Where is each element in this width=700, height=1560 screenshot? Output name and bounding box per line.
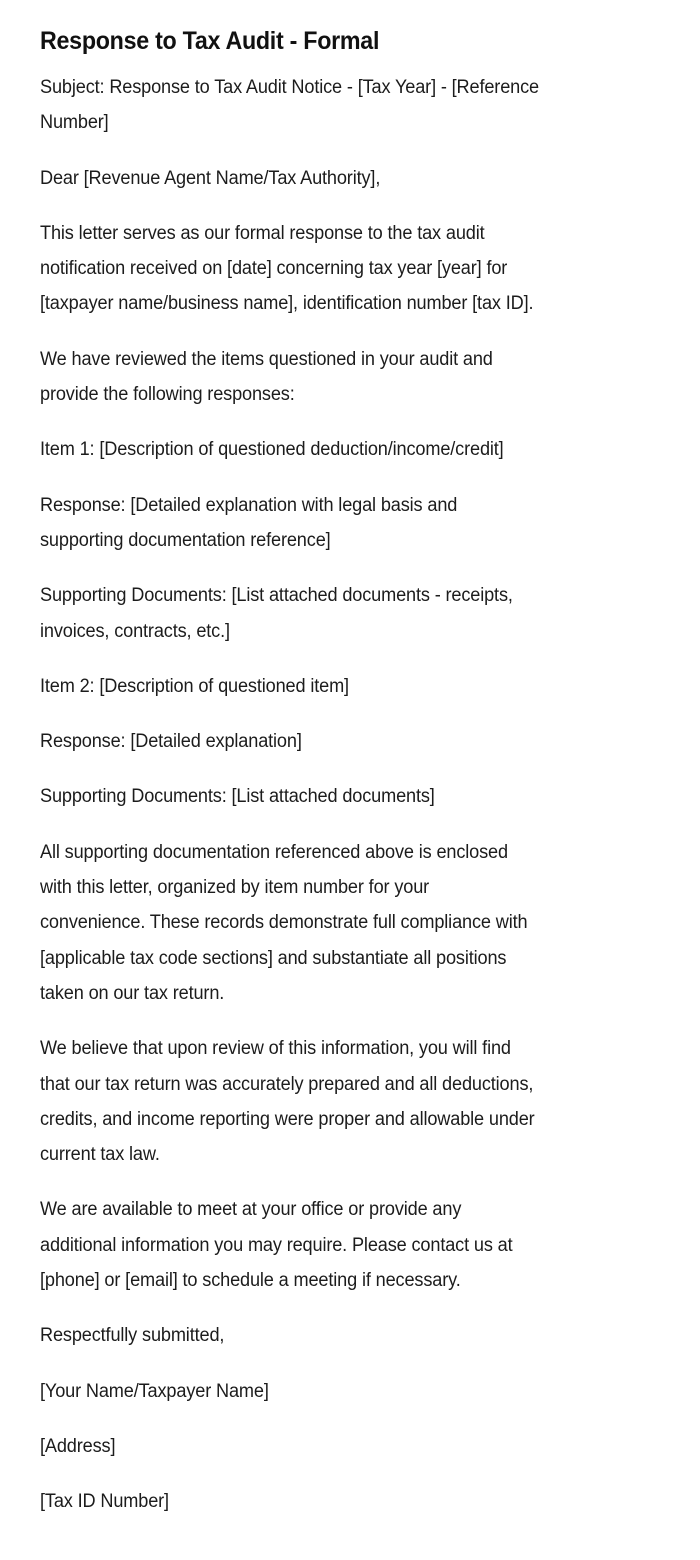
text-line: Supporting Documents: [List attached documents - receipts, [40,585,513,607]
text-line: Response: [Detailed explanation] [40,731,302,753]
text-line: supporting documentation reference] [40,529,331,551]
text-line: Number] [40,112,109,134]
text-line: Subject: Response to Tax Audit Notice - [Tax Year] - [Reference [40,77,539,98]
signature-name [40,1374,670,1409]
text-line: We are available to meet at your office or provide any [40,1199,462,1221]
review-paragraph [40,342,670,413]
item-2-response [40,724,670,759]
enclosure-paragraph [40,835,670,1011]
closing [40,1318,670,1353]
subject-line [40,70,670,141]
item-2-description [40,669,670,704]
text-line: Item 2: [Description of questioned item] [40,675,349,697]
text-line: Dear [Revenue Agent Name/Tax Authority], [40,167,381,189]
text-line: [Tax ID Number] [40,1491,169,1513]
text-line: All supporting documentation referenced above is enclosed [40,841,508,863]
text-line: [taxpayer name/business name], identification number [tax ID]. [40,293,534,315]
text-line: credits, and income reporting were proper and allowable under [40,1108,535,1130]
text-line: that our tax return was accurately prepared and all deductions, [40,1073,534,1095]
text-line: [applicable tax code sections] and substantiate all positions [40,947,507,969]
text-line: Supporting Documents: [List attached documents] [40,786,435,808]
text-line: Item 1: [Description of questioned deduction/income/credit] [40,439,504,461]
signature-tax-id [40,1484,670,1519]
text-line: additional information you may require. Please contact us at [40,1234,513,1256]
text-line: [Address] [40,1435,116,1457]
item-2-supporting-documents [40,779,670,814]
text-line: with this letter, organized by item number for your [40,877,430,899]
text-line: convenience. These records demonstrate full compliance with [40,912,528,934]
text-line: We believe that upon review of this information, you will find [40,1038,511,1060]
text-line: This letter serves as our formal response to the tax audit [40,222,485,244]
text-line: Response: [Detailed explanation with legal basis and [40,494,458,516]
text-line: current tax law. [40,1144,160,1166]
item-1-description [40,432,670,467]
text-line: [phone] or [email] to schedule a meeting if necessary. [40,1270,461,1292]
item-1-supporting-documents [40,578,670,649]
text-line: provide the following responses: [40,384,295,406]
signature-address [40,1429,670,1464]
salutation [40,161,670,196]
text-line: invoices, contracts, etc.] [40,620,230,642]
text-line: We have reviewed the items questioned in your audit and [40,348,493,370]
document-title: Response to Tax Audit - Formal [40,27,380,55]
text-line: taken on our tax return. [40,982,225,1004]
item-1-response [40,488,670,559]
letter-document [40,22,660,1540]
intro-paragraph [40,216,670,322]
text-line: notification received on [date] concerning tax year [year] for [40,258,508,280]
belief-paragraph [40,1031,670,1172]
text-line: [Your Name/Taxpayer Name] [40,1380,269,1402]
text-line: Respectfully submitted, [40,1325,225,1347]
contact-paragraph [40,1192,670,1298]
